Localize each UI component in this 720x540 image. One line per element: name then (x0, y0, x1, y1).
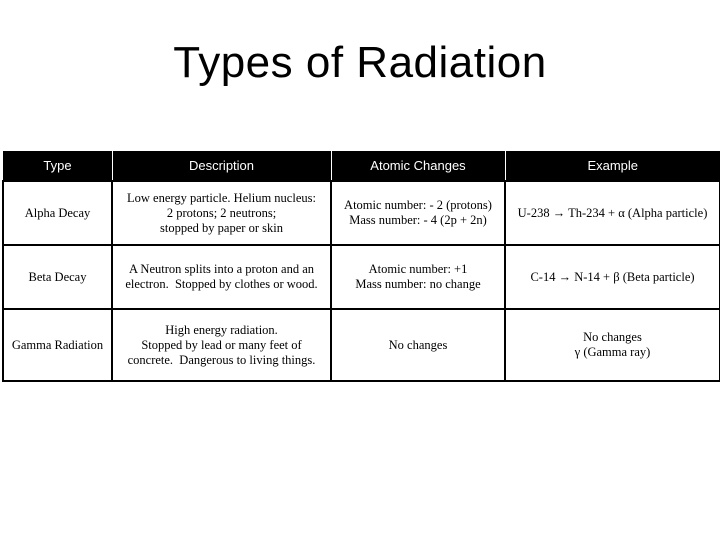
cell-example (505, 181, 720, 245)
change-line: Atomic number: +1 (368, 262, 468, 276)
cell-atomic-changes (331, 181, 505, 245)
cell-atomic-changes (331, 245, 505, 309)
table-row-alpha (3, 181, 720, 245)
cell-description (112, 309, 331, 381)
column-header-example: Example (505, 151, 720, 181)
cell-type: Beta Decay (3, 245, 112, 309)
description-line: stopped by paper or skin (160, 220, 283, 235)
column-header-atomic-changes: Atomic Changes (331, 151, 505, 181)
table-row-gamma (3, 309, 720, 381)
description-line: Low energy particle. Helium nucleus: (127, 190, 316, 205)
example-line: C-14 → N-14 + β (Beta particle) (530, 269, 695, 284)
table-header-row (3, 151, 720, 181)
column-header-type: Type (3, 151, 112, 181)
change-line: No changes (388, 337, 448, 352)
example-line: No changes (583, 330, 642, 344)
description-line: concrete. Dangerous to living things. (127, 352, 316, 367)
description-line: 2 protons; 2 neutrons; (166, 205, 277, 220)
change-line: Mass number: - 4 (2p + 2n) (349, 213, 487, 227)
slide-title: Types of Radiation (173, 38, 547, 87)
cell-type: Gamma Radiation (3, 309, 112, 381)
cell-description (112, 245, 331, 309)
radiation-table (2, 151, 720, 382)
description-line: Stopped by lead or many feet of (141, 337, 302, 352)
column-header-description: Description (112, 151, 331, 181)
cell-type: Alpha Decay (3, 181, 112, 245)
description-line: High energy radiation. (165, 322, 278, 337)
description-line: A Neutron splits into a proton and an (128, 262, 315, 276)
cell-example (505, 309, 720, 381)
example-line: U-238 → Th-234 + α (Alpha particle) (517, 205, 708, 220)
description-line: electron. Stopped by clothes or wood. (125, 277, 318, 291)
table-row-beta (3, 245, 720, 309)
change-line: Atomic number: - 2 (protons) (344, 198, 492, 212)
cell-description (112, 181, 331, 245)
change-line: Mass number: no change (355, 277, 481, 291)
example-line: γ (Gamma ray) (574, 345, 651, 359)
cell-example (505, 245, 720, 309)
cell-atomic-changes (331, 309, 505, 381)
